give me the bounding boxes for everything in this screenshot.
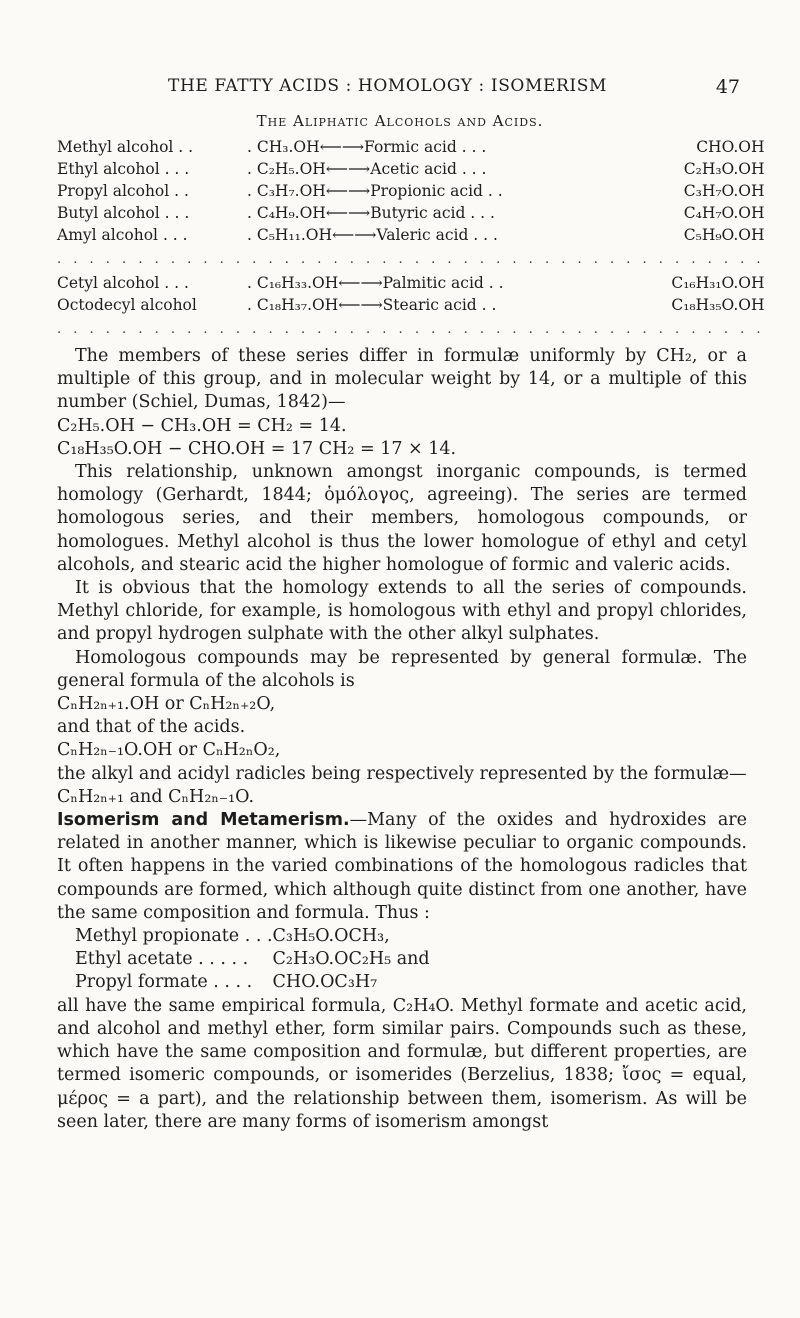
section-heading: Isomerism and Metamerism. [57, 810, 350, 831]
formula-cell: . C₁₈H₃₇.OH⟵⟶Stearic acid . . [247, 296, 497, 314]
general-formula: CₙH₂ₙ₊₁.OH or CₙH₂ₙ₊₂O, [57, 694, 276, 715]
running-head [0, 76, 800, 104]
table-row [57, 272, 765, 294]
alcohol-cell: Octodecyl alcohol [57, 296, 197, 314]
alcohol-cell: Cetyl alcohol . . . [57, 274, 189, 292]
paragraph: The members of these series differ in formulæ uniformly by CH₂, or a multiple of this group, and in molecular weight by 14, or a multiple of this number (Schiel, Dumas, 1842)— [57, 346, 747, 413]
ellipsis: . . . . . . . . . . . . . . . . . . . . . . . . . . . . . . . . . . . . . . . . . . . . [57, 251, 765, 267]
acid-cell: CHO.OH [696, 138, 765, 156]
general-formula: CₙH₂ₙ₋₁O.OH or CₙH₂ₙO₂, [57, 740, 281, 761]
ester-formula: C₂H₃O.OC₂H₅ and [272, 949, 430, 970]
equation: C₂H₅.OH − CH₃.OH = CH₂ = 14. [57, 415, 347, 436]
paragraph-text: —Many of the oxides and hydroxides are related in another manner, which is likewise peculiar to organic compounds. It often happens in the varied combinations of the homologous radicles that compounds are formed, which although quite distinct from one another, have the same composition and formula. Thus : [57, 810, 747, 923]
ester-formula: C₃H₅O.OCH₃, [272, 926, 390, 947]
table-row [57, 224, 765, 246]
ester-formula: CHO.OC₃H₇ [272, 972, 378, 993]
alcohol-cell: Methyl alcohol . . [57, 138, 194, 156]
acid-cell: C₁₆H₃₁O.OH [671, 274, 765, 292]
formula-cell: . C₁₆H₃₃.OH⟵⟶Palmitic acid . . [247, 274, 504, 292]
paragraph [57, 809, 747, 925]
ester-name: Propyl formate . . . . [75, 972, 253, 993]
isomer-list [75, 925, 430, 995]
paragraph: all have the same empirical formula, C₂H₄O. Methyl formate and acetic acid, and alcohol and methyl ether, form similar pairs. Compounds such as these, which have the same composition and formulæ, but different properties, are termed isomeric compounds, or isomerides (Berzelius, 1838; ἴσος = equal, μέρος = a part), and the relationship between them, isomerism. As will be seen later, there are many forms of isomerism amongst [57, 995, 747, 1132]
paragraph: the alkyl and acidyl radicles being respectively represented by the formulæ— [57, 763, 747, 784]
acid-cell: C₁₈H₃₅O.OH [671, 296, 765, 314]
equation: C₁₈H₃₅O.OH − CHO.OH = 17 CH₂ = 17 × 14. [57, 438, 457, 459]
list-item [75, 925, 430, 948]
ellipsis-row [57, 316, 765, 342]
paragraph: and that of the acids. [57, 717, 246, 738]
list-item [75, 948, 430, 971]
formula-cell: . C₄H₉.OH⟵⟶Butyric acid . . . [247, 204, 495, 222]
general-formula: CₙH₂ₙ₊₁ and CₙH₂ₙ₋₁O. [57, 786, 255, 807]
table-title: The Aliphatic Alcohols and Acids. [256, 112, 544, 130]
acid-cell: C₅H₉O.OH [683, 226, 765, 244]
paragraph: It is obvious that the homology extends to all the series of compounds. Methyl chloride, for example, is homologous with ethyl and propyl chlorides, and propyl hydrogen sulphate with the other alkyl sulphates. [57, 578, 747, 645]
alcohol-cell: Ethyl alcohol . . . [57, 160, 190, 178]
page-number: 47 [715, 76, 740, 98]
ester-name: Methyl propionate . . . [75, 926, 273, 947]
formula-cell: . CH₃.OH⟵⟶Formic acid . . . [247, 138, 487, 156]
table-row [57, 294, 765, 316]
formula-cell: . C₃H₇.OH⟵⟶Propionic acid . . [247, 182, 503, 200]
ellipsis: . . . . . . . . . . . . . . . . . . . . . . . . . . . . . . . . . . . . . . . . . . . . [57, 321, 765, 337]
table-row [57, 136, 765, 158]
acid-cell: C₄H₇O.OH [683, 204, 765, 222]
acid-cell: C₃H₇O.OH [683, 182, 765, 200]
body-text [57, 345, 747, 1134]
table-row [57, 158, 765, 180]
list-item [75, 971, 430, 994]
paragraph: Homologous compounds may be represented by general formulæ. The general formula of the alcohols is [57, 647, 747, 691]
alcohol-cell: Amyl alcohol . . . [57, 226, 188, 244]
ester-name: Ethyl acetate . . . . . [75, 949, 249, 970]
alcohols-acids-table [57, 136, 765, 342]
formula-cell: . C₂H₅.OH⟵⟶Acetic acid . . . [247, 160, 487, 178]
formula-cell: . C₅H₁₁.OH⟵⟶Valeric acid . . . [247, 226, 498, 244]
running-head-title: THE FATTY ACIDS : HOMOLOGY : ISOMERISM [168, 76, 607, 96]
paragraph: This relationship, unknown amongst inorganic compounds, is termed homology (Gerhardt, 1844; ὁμόλογος, agreeing). The series are termed homologous series, and their members, homologous compounds, or homologues. Methyl alcohol is thus the lower homologue of ethyl and cetyl alcohols, and stearic acid the higher homologue of formic and valeric acids. [57, 462, 747, 575]
table-row [57, 180, 765, 202]
alcohol-cell: Propyl alcohol . . [57, 182, 189, 200]
ellipsis-row [57, 246, 765, 272]
alcohol-cell: Butyl alcohol . . . [57, 204, 190, 222]
table-row [57, 202, 765, 224]
acid-cell: C₂H₃O.OH [683, 160, 765, 178]
